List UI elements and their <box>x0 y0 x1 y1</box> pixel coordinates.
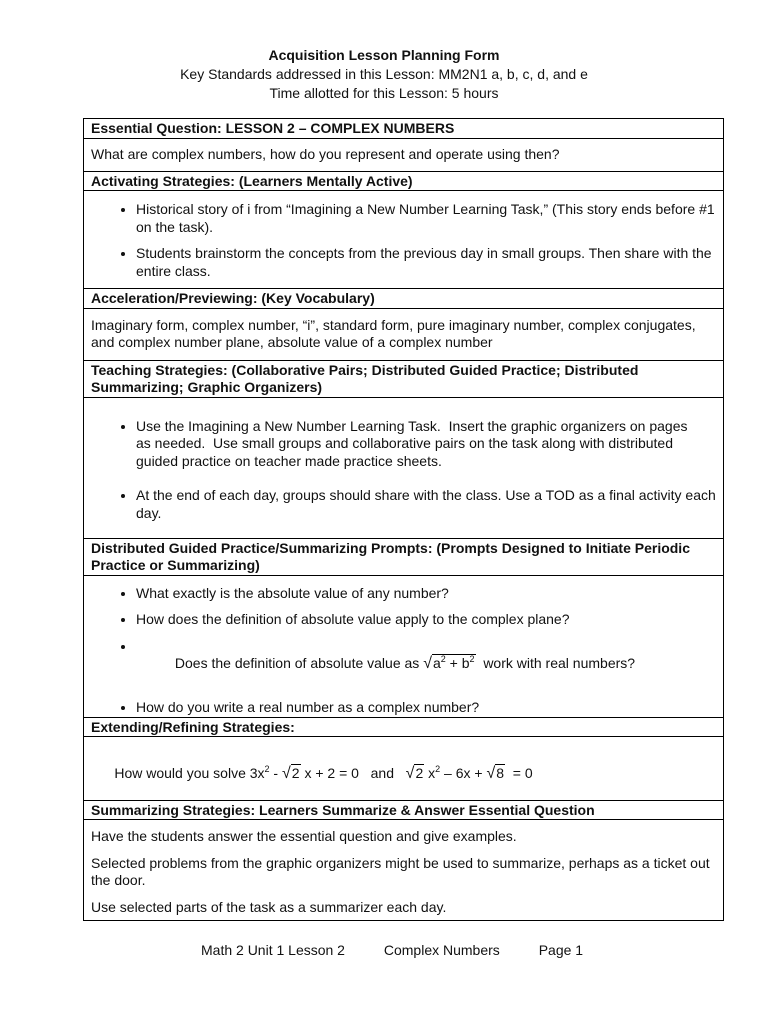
summary-line: Use selected parts of the task as a summarizer each day. <box>91 898 447 915</box>
equation-text: = 0 <box>505 764 533 781</box>
activating-strategies-body <box>84 191 724 289</box>
summary-line: Selected problems from the graphic organizers might be used to summarize, perhaps as a ticket out the door. <box>91 854 710 888</box>
form-title: Acquisition Lesson Planning Form <box>268 47 500 63</box>
sqrt-expression <box>406 765 425 783</box>
list-item: • What exactly is the absolute value of any number? <box>136 585 716 603</box>
equation-text: – 6x + <box>440 764 487 781</box>
teaching-list <box>91 418 716 523</box>
sqrt-symbol: √ <box>423 655 432 672</box>
essential-question-body: What are complex numbers, how do you represent and operate using then? <box>91 145 560 162</box>
list-item: • Historical story of i from “Imagining a New Number Learning Task,” (This story ends before #1 on the task). <box>136 201 716 236</box>
exponent: 2 <box>469 654 475 664</box>
time-allotted: Time allotted for this Lesson: 5 hours <box>269 85 499 101</box>
key-standards: Key Standards addressed in this Lesson: MM2N1 a, b, c, d, and e <box>180 66 588 82</box>
equation-text: - <box>269 764 282 781</box>
equation-text: How would you solve 3x <box>114 764 265 781</box>
sqrt-radicand: 2 <box>291 764 300 781</box>
distributed-practice-body <box>84 575 724 717</box>
extending-body <box>84 737 724 801</box>
teaching-strategies-body <box>84 397 724 538</box>
teaching-strategies-heading: Teaching Strategies: (Collaborative Pairs; Distributed Guided Practice; Distributed Summarizing; Graphic Organizers) <box>84 360 724 397</box>
equation-text: x + 2 = 0 and <box>300 764 406 781</box>
lesson-plan-table <box>83 118 724 921</box>
activating-list <box>91 201 716 280</box>
list-item: • Use the Imagining a New Number Learning Task. Insert the graphic organizers on pages as needed. Use small groups and collaborative pairs on the task along with distributed guided practice on teacher made practice sheets. <box>136 418 716 471</box>
key-vocabulary: Imaginary form, complex number, “i”, standard form, pure imaginary number, complex conjugates, and complex number plane, absolute value of a complex number <box>91 316 696 350</box>
sqrt-radicand: 8 <box>496 764 505 781</box>
activating-strategies-heading: Activating Strategies: (Learners Mentally Active) <box>84 171 724 191</box>
sqrt-radicand: 2 <box>415 764 424 781</box>
sqrt-expression <box>282 765 301 783</box>
sqrt-radicand <box>432 654 476 671</box>
sqrt-expression <box>423 655 475 673</box>
exponent: 2 <box>440 654 446 664</box>
list-item: • At the end of each day, groups should share with the class. Use a TOD as a final activity each day. <box>136 487 716 522</box>
acceleration-heading: Acceleration/Previewing: (Key Vocabulary) <box>84 289 724 309</box>
var-a: a <box>432 655 441 671</box>
essential-question-text <box>84 138 724 171</box>
plus-b: + b <box>445 655 470 671</box>
exponent: 2 <box>435 763 441 774</box>
sqrt-symbol: √ <box>486 764 496 782</box>
prompt-text: Does the definition of absolute value as <box>174 655 424 671</box>
form-header <box>0 46 768 103</box>
prompt-text: work with real numbers? <box>475 655 636 671</box>
page-footer: Math 2 Unit 1 Lesson 2 Complex Numbers Page 1 <box>201 942 584 958</box>
summarizing-body <box>84 820 724 921</box>
summary-line: Have the students answer the essential question and give examples. <box>91 828 517 844</box>
list-item: • Students brainstorm the concepts from the previous day in small groups. Then share with the entire class. <box>136 245 716 280</box>
list-item: • How does the definition of absolute value apply to the complex plane? <box>136 611 716 629</box>
list-item-abs-value <box>136 638 716 691</box>
sqrt-symbol: √ <box>282 764 291 782</box>
distributed-practice-heading: Distributed Guided Practice/Summarizing Prompts: (Prompts Designed to Initiate Periodic Practice or Summarizing) <box>84 538 724 575</box>
essential-question-heading: Essential Question: LESSON 2 – COMPLEX NUMBERS <box>84 119 724 139</box>
sqrt-expression <box>486 765 505 783</box>
sqrt-symbol: √ <box>405 764 415 782</box>
equation-text: x <box>424 764 436 781</box>
distributed-list <box>91 585 716 717</box>
extending-heading: Extending/Refining Strategies: <box>84 717 724 737</box>
exponent: 2 <box>264 763 270 774</box>
summarizing-heading: Summarizing Strategies: Learners Summarize & Answer Essential Question <box>84 800 724 820</box>
acceleration-body <box>84 308 724 360</box>
list-item: • How do you write a real number as a complex number? <box>136 699 716 717</box>
